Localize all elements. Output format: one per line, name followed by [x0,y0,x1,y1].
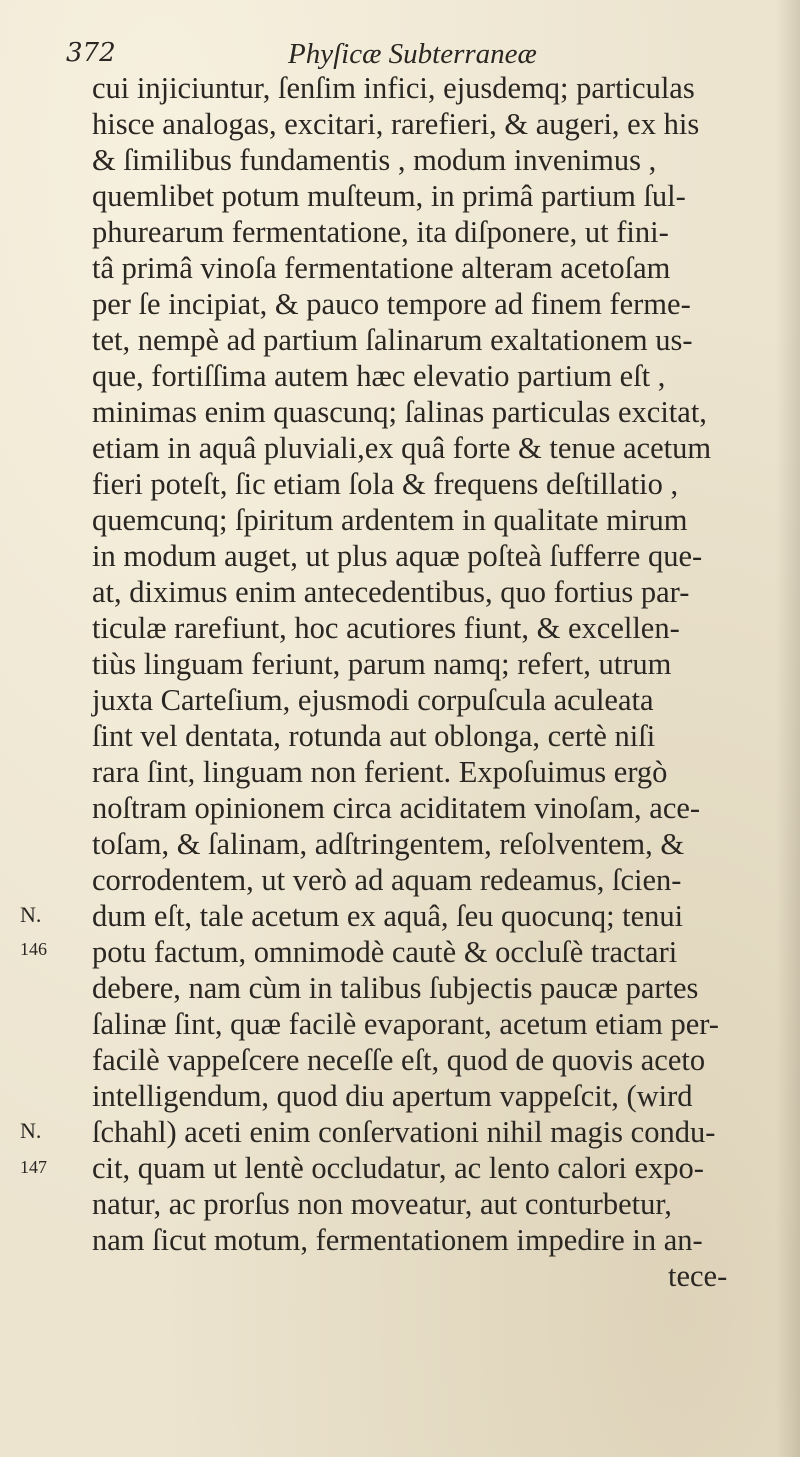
text-line: hisce analogas, excitari, rarefieri, & augeri, ex his [92,107,700,141]
page-header [66,34,766,70]
text-line: & ſimilibus fundamentis , modum invenimus , [92,143,657,177]
text-line: toſam, & ſalinam, adſtringentem, reſolventem, & [92,827,685,861]
page-gutter-shadow [776,0,800,1457]
page-number: 372 [66,38,116,68]
text-line: tiùs linguam feriunt, parum namq; refert, utrum [92,647,672,681]
text-line: natur, ac prorſus non moveatur, aut conturbetur, [92,1187,672,1221]
margin-note-label: N. [20,1118,42,1143]
text-line: fieri poteſt, ſic etiam ſola & frequens deſtillatio , [92,467,679,501]
text-line: ſchahl) aceti enim conſervationi nihil magis condu- [92,1115,716,1149]
text-line: nam ſicut motum, fermentationem impedire in an- [92,1223,703,1257]
text-line: rara ſint, linguam non ferient. Expoſuimus ergò [92,755,668,789]
text-line: tâ primâ vinoſa fermentatione alteram acetoſam [92,251,671,285]
text-line: ticulæ rarefiunt, hoc acutiores fiunt, & excellen- [92,611,680,645]
text-line: facilè vappeſcere neceſſe eſt, quod de quovis aceto [92,1043,706,1077]
margin-note-number: 147 [20,1157,47,1177]
text-line: in modum auget, ut plus aquæ poſteà ſufferre que- [92,539,703,573]
text-line: etiam in aquâ pluviali,ex quâ forte & tenue acetum [92,431,712,465]
text-line: at, diximus enim antecedentibus, quo fortius par- [92,575,690,609]
text-line: noſtram opinionem circa aciditatem vinoſam, ace- [92,791,701,825]
text-line: juxta Carteſium, ejusmodi corpuſcula aculeata [92,683,654,717]
text-line: minimas enim quascunq; ſalinas particulas excitat, [92,395,707,429]
running-title: Phyſicæ Subterraneæ [288,38,537,70]
text-line: corrodentem, ut verò ad aquam redeamus, ſcien- [92,863,682,897]
catchword: tece- [668,1259,728,1293]
text-line: ſalinæ ſint, quæ facilè evaporant, acetum etiam per- [92,1007,719,1041]
text-line: debere, nam cùm in talibus ſubjectis paucæ partes [92,971,699,1005]
text-line: intelligendum, quod diu apertum vappeſcit, (wird [92,1079,693,1113]
text-line: cit, quam ut lentè occludatur, ac lento calori expo- [92,1151,704,1185]
text-line: cui injiciuntur, ſenſim infici, ejusdemq; particulas [92,71,695,105]
text-line: ſint vel dentata, rotunda aut oblonga, certè niſi [92,719,656,753]
text-line: phurearum fermentatione, ita diſponere, ut fini- [92,215,669,249]
text-line: quemcunq; ſpiritum ardentem in qualitate mirum [92,503,688,537]
text-line: que, fortiſſima autem hæc elevatio partium eſt , [92,359,666,393]
text-line: per ſe incipiat, & pauco tempore ad finem ferme- [92,287,691,321]
margin-note-label: N. [20,902,42,927]
margin-note-number: 146 [20,939,47,959]
text-line: dum eſt, tale acetum ex aquâ, ſeu quocunq; tenui [92,899,684,933]
text-line: potu factum, omnimodè cautè & occluſè tractari [92,935,678,969]
text-line: quemlibet potum muſteum, in primâ partium ſul- [92,179,686,213]
text-line: tet, nempè ad partium ſalinarum exaltationem us- [92,323,693,357]
